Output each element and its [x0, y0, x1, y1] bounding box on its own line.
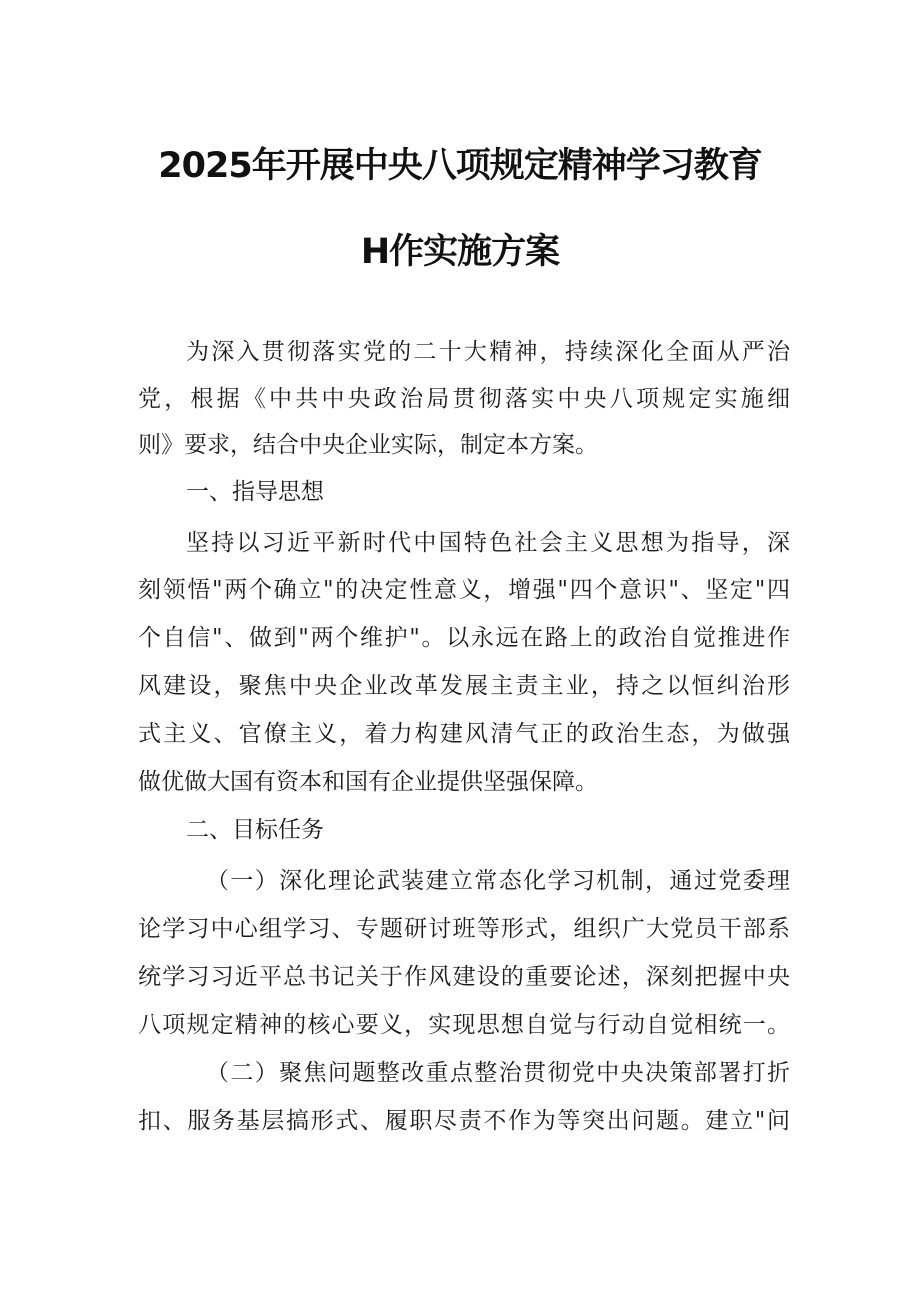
document-title-line-2: H作实施方案: [360, 232, 560, 272]
item-1-line: 论学习中心组学习、专题研讨班等形式，组织广大党员干部系: [138, 916, 790, 942]
document-title-line-1: 2025年开展中央八项规定精神学习教育: [158, 146, 762, 186]
item-2-line: （二）聚焦问题整改重点整治贯彻党中央决策部署打折: [206, 1060, 790, 1086]
guiding-line: 坚持以习近平新时代中国特色社会主义思想为指导，深: [186, 530, 790, 556]
guiding-line: 做优做大国有资本和国有企业提供坚强保障。: [138, 769, 598, 795]
guiding-line: 风建设，聚焦中央企业改革发展主责主业，持之以恒纠治形: [138, 673, 790, 699]
intro-line: 则》要求，结合中央企业实际，制定本方案。: [138, 432, 598, 458]
item-2-line: 扣、服务基层搞形式、履职尽责不作为等突出问题。建立"问: [138, 1108, 790, 1134]
guiding-line: 式主义、官僚主义，着力构建风清气正的政治生态，为做强: [138, 721, 790, 747]
section-heading-guiding: 一、指导思想: [186, 479, 324, 505]
guiding-line: 个自信"、做到"两个维护"。以永远在路上的政治自觉推进作: [138, 625, 790, 651]
item-1-line: （一）深化理论武装建立常态化学习机制，通过党委理: [206, 868, 790, 894]
item-1-line: 八项规定精神的核心要义，实现思想自觉与行动自觉相统一。: [138, 1012, 790, 1038]
intro-line: 为深入贯彻落实党的二十大精神，持续深化全面从严治: [186, 339, 790, 365]
section-heading-goals: 二、目标任务: [186, 817, 324, 843]
item-1-line: 统学习习近平总书记关于作风建设的重要论述，深刻把握中央: [138, 964, 790, 990]
guiding-line: 刻领悟"两个确立"的决定性意义，增强"四个意识"、坚定"四: [138, 577, 790, 603]
intro-line: 党，根据《中共中央政治局贯彻落实中央八项规定实施细: [138, 386, 790, 412]
